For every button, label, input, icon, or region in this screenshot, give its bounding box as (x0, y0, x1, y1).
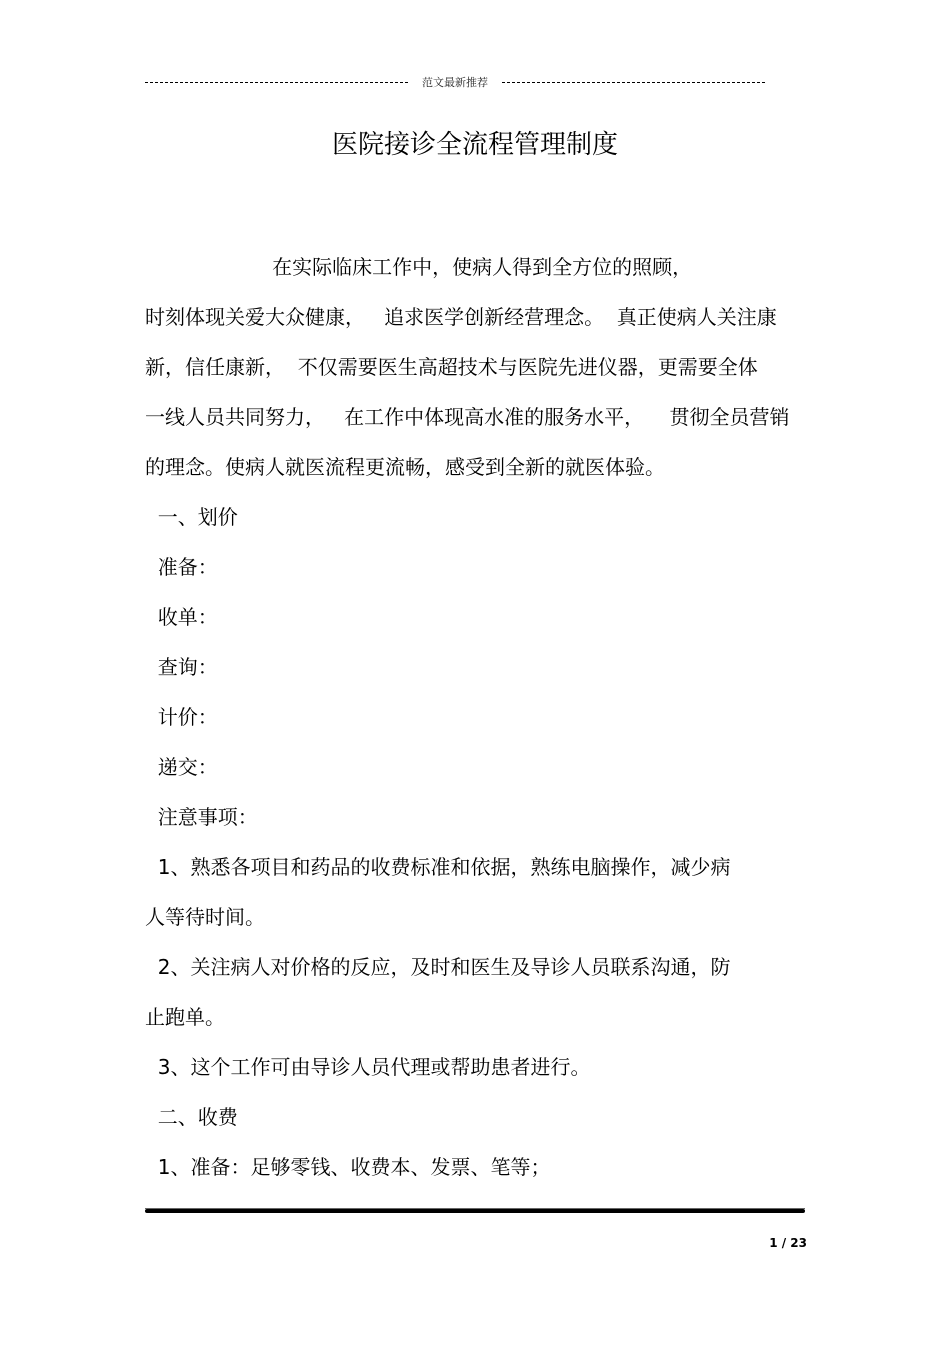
body-line: 1、熟悉各项目和药品的收费标准和依据，熟练电脑操作，减少病 (145, 855, 731, 879)
body-line: 2、关注病人对价格的反应，及时和医生及导诊人员联系沟通，防 (145, 955, 731, 979)
body-line: 1、准备：足够零钱、收费本、发票、笔等； (145, 1155, 551, 1179)
body-line: 时刻体现关爱大众健康， 追求医学创新经营理念。 真正使病人关注康 (145, 305, 777, 329)
body-line: 止跑单。 (145, 1005, 225, 1029)
page-number: 1 / 23 (769, 1236, 807, 1250)
header-dash-right (502, 82, 765, 83)
body-line: 查询： (145, 655, 218, 679)
body-line: 在实际临床工作中，使病人得到全方位的照顾， (145, 255, 693, 279)
body-line: 二、收费 (145, 1105, 238, 1129)
body-line: 一线人员共同努力， 在工作中体现高水准的服务水平， 贯彻全员营销 (145, 405, 790, 429)
body-line: 一、划价 (145, 505, 238, 529)
footer-rule (145, 1209, 805, 1213)
body-line: 计价： (145, 705, 218, 729)
body-line: 人等待时间。 (145, 905, 265, 929)
body-line: 递交： (145, 755, 218, 779)
body-line: 的理念。使病人就医流程更流畅，感受到全新的就医体验。 (145, 455, 665, 479)
header-text: 范文最新推荐 (422, 76, 488, 89)
document-title: 医院接诊全流程管理制度 (331, 130, 618, 160)
body-line: 新，信任康新， 不仅需要医生高超技术与医院先进仪器，更需要全体 (145, 355, 758, 379)
body-line: 收单： (145, 605, 218, 629)
body-line: 注意事项： (145, 805, 258, 829)
header-dash-left (145, 82, 408, 83)
body-line: 准备： (145, 555, 218, 579)
body-line: 3、这个工作可由导诊人员代理或帮助患者进行。 (145, 1055, 591, 1079)
page-header (145, 72, 765, 92)
